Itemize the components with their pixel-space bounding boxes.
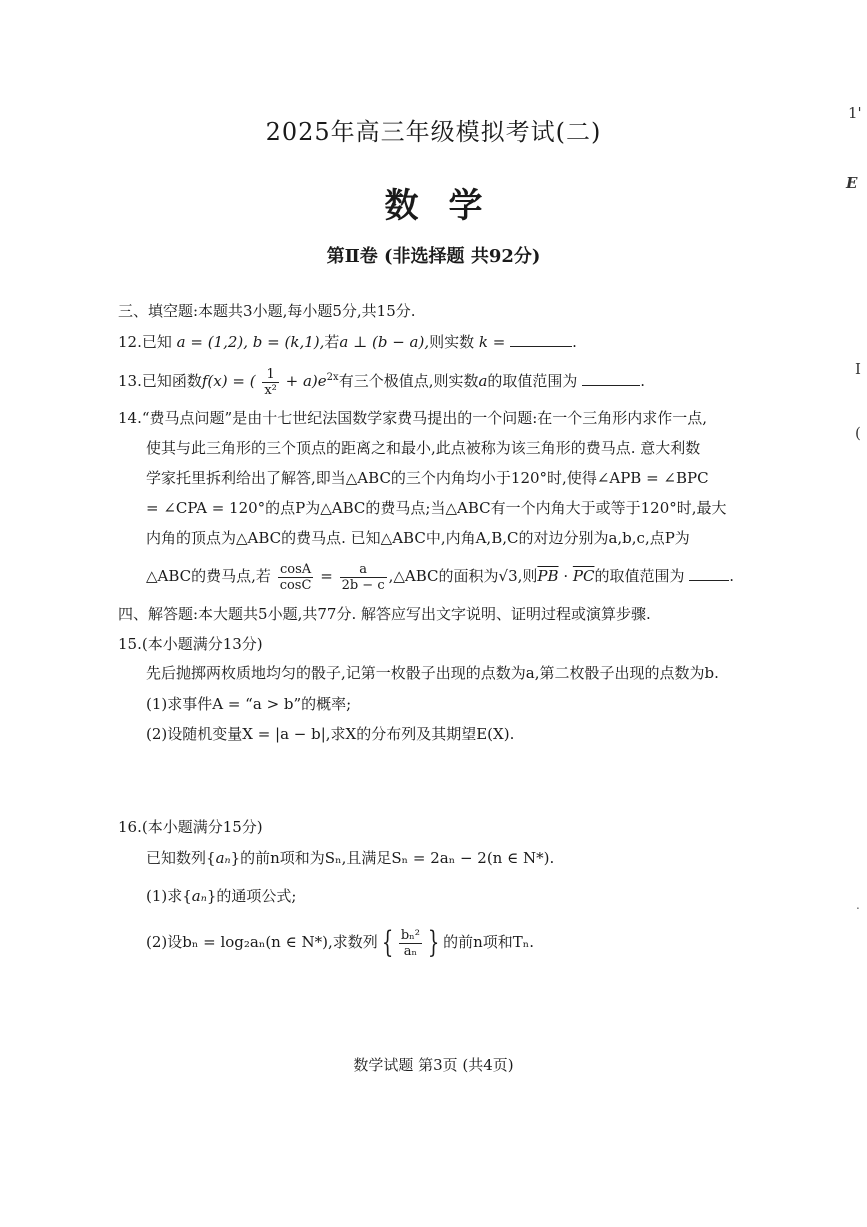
edge-mark-4: (	[855, 424, 861, 442]
edge-mark-2: E	[846, 174, 858, 192]
q14-line-6: △ABC的费马点,若 $\frac{\cos A}{\cos C}$ = $\frac{a}{2b - c}$ ,△ABC的面积为√3,则$\overline{PB} \cdot \overline{PC}$的取值范围为 .	[146, 561, 735, 593]
q15-heading: 15.(本小题满分13分)	[118, 635, 263, 653]
q14-fraction-side: $\frac{a}{2b - c}$	[341, 561, 385, 593]
q16-brace-left: {	[206, 849, 216, 867]
q16-fraction: $\frac{\text{bₙ²}}{\text{aₙ}}$	[400, 927, 420, 959]
page-footer: 数学试题 第3页 (共4页)	[353, 1056, 514, 1074]
section3-heading: 三、填空题:本题共3小题,每小题5分,共15分.	[118, 302, 416, 320]
q12-math-a: a = (1,2), b = (k,1),	[176, 333, 325, 351]
q16-part-1: (1)求{aₙ}的通项公式;	[146, 887, 297, 905]
exam-title: 2025年高三年级模拟考试(二)	[265, 118, 602, 146]
q14-vector-pc: $\overline{PC}$	[572, 567, 595, 585]
q14-number: 14.	[118, 409, 142, 427]
q14-fraction-cos: $\frac{\cos A}{\cos C}$	[279, 561, 312, 593]
q14-line-4: = ∠CPA = 120°的点P为△ABC的费马点;当△ABC有一个内角大于或等于120°时,最大	[146, 499, 727, 517]
q16-brace-right: }	[230, 849, 241, 867]
q16-big-brace-left: {	[381, 925, 393, 960]
q13-text-b: 有三个极值点,则实数	[338, 372, 479, 390]
q16-big-brace-right: }	[427, 925, 440, 960]
q13-fraction: $\frac{1}{\text{x²}}$	[264, 366, 277, 398]
q15-intro: 先后抛掷两枚质地均匀的骰子,记第一枚骰子出现的点数为a,第二枚骰子出现的点数为b.	[146, 664, 719, 682]
q13-answer-blank[interactable]	[582, 371, 640, 386]
q14-line-1: 14.“费马点问题”是由十七世纪法国数学家费马提出的一个问题:在一个三角形内求作一点,	[118, 409, 708, 427]
q14-answer-blank[interactable]	[689, 566, 729, 581]
q13-text-c: 的取值范围为	[487, 372, 578, 390]
q13-text-a: 已知函数	[141, 372, 202, 390]
q16-intro: 已知数列{aₙ}的前n项和为Sₙ,且满足Sₙ = 2aₙ − 2(n ∈ N*).	[146, 849, 555, 867]
q14-line-3: 学家托里拆利给出了解答,即当△ABC的三个内角均小于120°时,使得∠APB = ∠BPC	[146, 469, 709, 487]
edge-mark-5: .	[856, 898, 860, 912]
q13-after-frac: + a)e	[285, 372, 327, 390]
q13-number: 13.	[118, 372, 142, 390]
q12-number: 12.	[118, 333, 142, 351]
q13-fx: f(x) = (	[201, 372, 256, 390]
q12-answer-blank[interactable]	[510, 332, 572, 347]
edge-mark-3: I	[855, 360, 861, 378]
question-12	[118, 332, 577, 352]
q13-math-a: a	[478, 372, 488, 390]
section4-heading: 四、解答题:本大题共5小题,共77分. 解答应写出文字说明、证明过程或演算步骤.	[118, 605, 651, 623]
q16-heading: 16.(本小题满分15分)	[118, 818, 263, 836]
subject-title: 数学	[384, 186, 513, 226]
q12-math-k: k =	[478, 333, 506, 351]
q12-text-a: 已知	[141, 333, 172, 351]
q15-part-1: (1)求事件A = “a > b”的概率;	[146, 695, 352, 713]
edge-mark-1: 1'	[848, 104, 862, 122]
q15-part-2: (2)设随机变量X = |a − b|,求X的分布列及其期望E(X).	[146, 725, 515, 743]
q12-math-b: a ⊥ (b − a),	[339, 333, 430, 351]
part-title: 第Ⅱ卷 (非选择题 共92分)	[326, 246, 541, 267]
q12-text-b: 若	[324, 333, 340, 351]
question-13	[118, 360, 645, 399]
q12-text-c: 则实数	[429, 333, 475, 351]
q13-end: .	[640, 372, 645, 390]
q14-vector-pb: $\overline{PB}$	[537, 567, 559, 585]
q16-part-2: (2)设bₙ = log₂aₙ(n ∈ N*),求数列 { $\frac{\text{bₙ²}}{\text{aₙ}}$ } 的前n项和Tₙ.	[146, 925, 535, 960]
q12-end: .	[572, 333, 577, 351]
q14-line-5: 内角的顶点为△ABC的费马点. 已知△ABC中,内角A,B,C的对边分别为a,b,c,点P为	[146, 529, 690, 547]
q13-exp: 2x	[326, 372, 339, 383]
q14-line-2: 使其与此三角形的三个顶点的距离之和最小,此点被称为该三角形的费马点. 意大利数	[146, 439, 701, 457]
